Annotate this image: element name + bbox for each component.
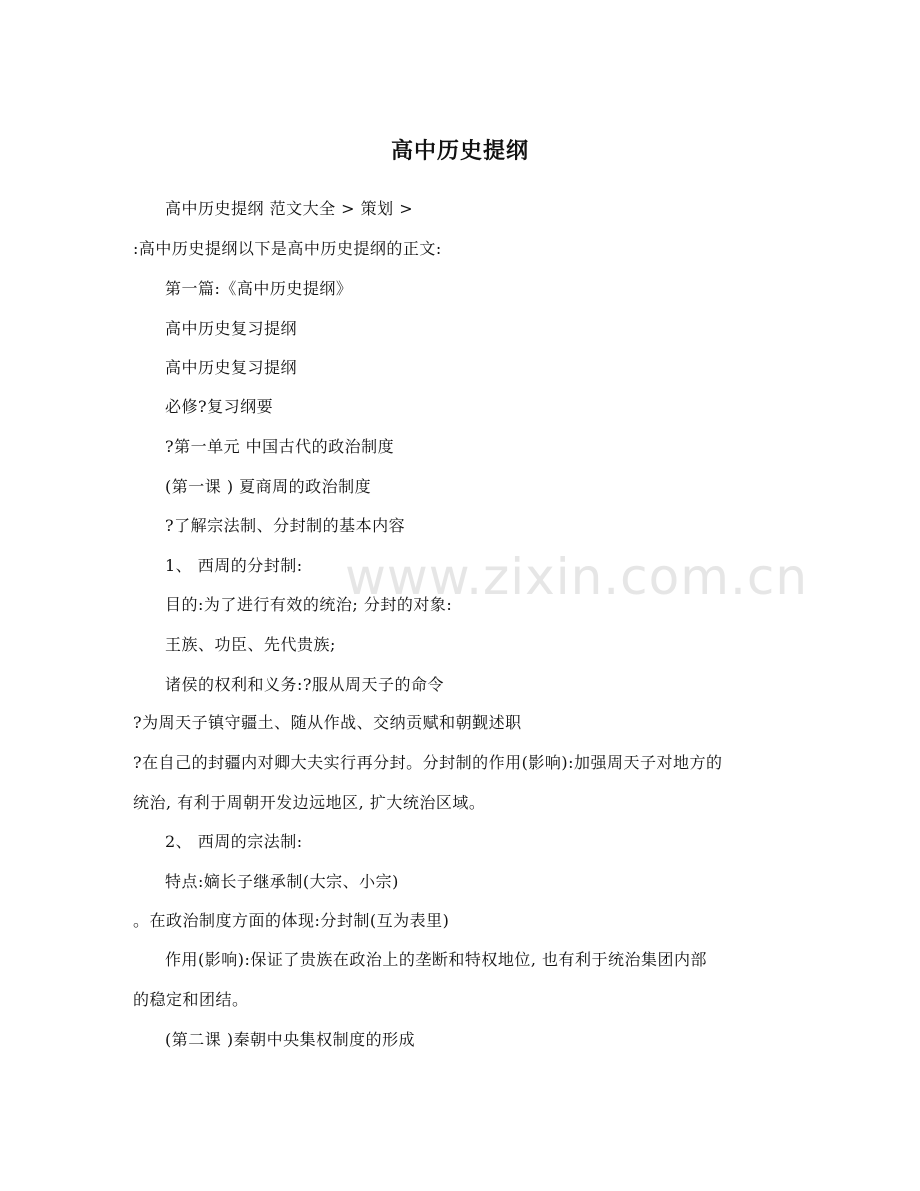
- text-line: 王族、功臣、先代贵族;: [165, 635, 336, 654]
- text-line: ?在自己的封疆内对卿大夫实行再分封。分封制的作用(影响):加强周天子对地方的: [133, 753, 723, 772]
- lesson-heading: (第一课 ) 夏商周的政治制度: [165, 477, 372, 496]
- text-line: ?了解宗法制、分封制的基本内容: [165, 516, 406, 535]
- text-line: 的稳定和团结。: [133, 990, 249, 1009]
- lesson-heading: (第二课 )秦朝中央集权制度的形成: [165, 1030, 416, 1049]
- list-item: 2、 西周的宗法制:: [165, 832, 303, 851]
- text-line: 必修?复习纲要: [165, 397, 274, 416]
- watermark: www.zixin.com.cn: [345, 548, 809, 606]
- intro-line: :高中历史提纲以下是高中历史提纲的正文:: [133, 239, 442, 258]
- text-line: 。在政治制度方面的体现:分封制(互为表里): [133, 911, 450, 930]
- text-line: 高中历史复习提纲: [165, 319, 298, 338]
- text-line: 特点:嫡长子继承制(大宗、小宗): [165, 872, 399, 891]
- text-line: ?为周天子镇守疆土、随从作战、交纳贡赋和朝觐述职: [133, 713, 522, 732]
- list-item: 1、 西周的分封制:: [165, 556, 303, 575]
- text-line: 高中历史复习提纲: [165, 358, 298, 377]
- unit-heading: ?第一单元 中国古代的政治制度: [165, 437, 395, 456]
- text-line: 目的:为了进行有效的统治; 分封的对象:: [165, 595, 453, 614]
- text-line: 诸侯的权利和义务:?服从周天子的命令: [165, 675, 444, 694]
- text-line: 作用(影响):保证了贵族在政治上的垄断和特权地位, 也有利于统治集团内部: [165, 950, 708, 969]
- breadcrumb: 高中历史提纲 范文大全 > 策划 >: [165, 199, 414, 218]
- text-line: 统治, 有利于周朝开发边远地区, 扩大统治区域。: [133, 793, 486, 812]
- page-title: 高中历史提纲: [390, 138, 529, 164]
- section-heading: 第一篇:《高中历史提纲》: [165, 279, 353, 298]
